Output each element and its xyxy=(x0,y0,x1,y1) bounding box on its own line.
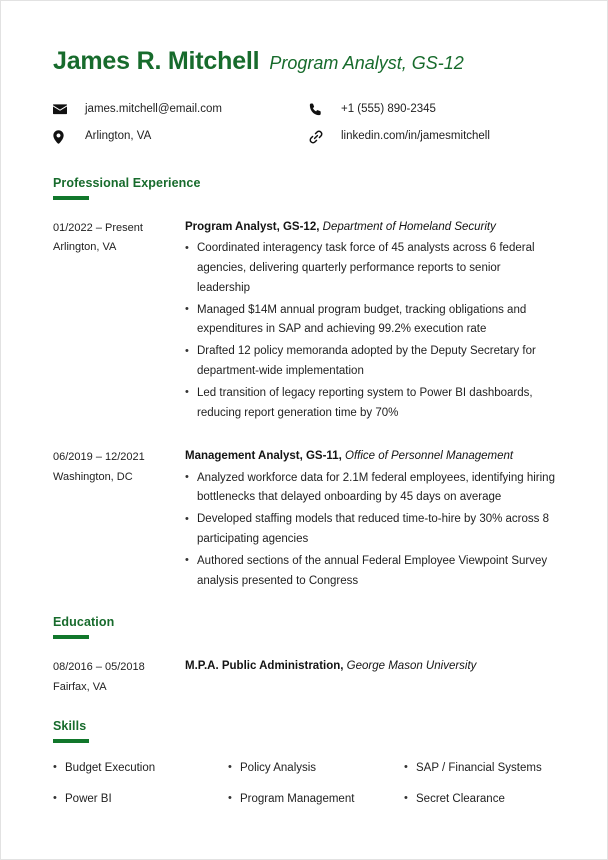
experience-entry-bullets xyxy=(185,469,555,592)
experience-entry-dates: 06/2019 – 12/2021 xyxy=(53,451,145,464)
experience-entry-role: Program Analyst, GS-12, xyxy=(185,221,320,233)
section-skills-title: Skills xyxy=(53,718,87,733)
contact-phone-value: +1 (555) 890-2345 xyxy=(341,102,436,115)
resume-header xyxy=(53,47,555,76)
list-item: • Drafted 12 policy memoranda adopted by the Deputy Secretary for department-wide implementation xyxy=(185,342,555,382)
section-education xyxy=(53,615,555,697)
contact-block xyxy=(53,102,555,144)
section-education-title: Education xyxy=(53,615,115,630)
section-experience-rule xyxy=(53,196,89,200)
section-education-rule xyxy=(53,635,89,639)
contact-phone[interactable] xyxy=(309,102,555,117)
education-entry xyxy=(53,657,555,697)
experience-entry-location: Arlington, VA xyxy=(53,241,117,254)
experience-entry-meta xyxy=(53,447,185,593)
list-item: • Led transition of legacy reporting system to Power BI dashboards, reducing report generation time by 70% xyxy=(185,384,555,424)
list-item: • Budget Execution xyxy=(53,761,228,776)
link-icon xyxy=(309,129,329,144)
experience-entry xyxy=(53,447,555,593)
skills-grid xyxy=(53,761,555,807)
map-pin-icon xyxy=(53,129,73,144)
contact-linkedin-value: linkedin.com/in/jamesmitchell xyxy=(341,129,490,142)
experience-entry-bullets xyxy=(185,239,555,423)
contact-linkedin[interactable] xyxy=(309,129,555,144)
experience-entry-dates: 01/2022 – Present xyxy=(53,222,143,234)
list-item: • Analyzed workforce data for 2.1M federal employees, identifying hiring bottlenecks that delayed onboarding by 45 days on average xyxy=(185,469,555,509)
experience-entry-heading xyxy=(185,447,555,465)
list-item: • SAP / Financial Systems xyxy=(404,761,555,776)
contact-location xyxy=(53,129,309,144)
list-item: • Program Management xyxy=(228,792,404,807)
list-item: • Authored sections of the annual Federal Employee Viewpoint Survey analysis presented to Congress xyxy=(185,552,555,592)
list-item: • Power BI xyxy=(53,792,228,807)
candidate-headline: Program Analyst, GS-12 xyxy=(269,53,464,73)
experience-entry-body xyxy=(185,447,555,593)
education-entry-heading xyxy=(185,657,555,675)
list-item: • Policy Analysis xyxy=(228,761,404,776)
experience-entry-org: Office of Personnel Management xyxy=(345,450,514,463)
phone-icon xyxy=(309,102,329,117)
contact-location-value: Arlington, VA xyxy=(85,129,152,142)
envelope-icon xyxy=(53,102,73,117)
section-experience xyxy=(53,176,555,593)
experience-entry-role: Management Analyst, GS-11, xyxy=(185,450,342,463)
experience-entry xyxy=(53,218,555,425)
section-skills-rule xyxy=(53,739,89,743)
list-item: • Secret Clearance xyxy=(404,792,555,807)
education-entry-body xyxy=(185,657,555,697)
section-experience-title: Professional Experience xyxy=(53,176,201,190)
education-entry-location: Fairfax, VA xyxy=(53,680,107,693)
education-entry-school: George Mason University xyxy=(346,660,477,673)
section-skills xyxy=(53,719,555,807)
education-entry-degree: M.P.A. Public Administration, xyxy=(185,660,344,673)
education-entry-meta xyxy=(53,657,185,697)
experience-entry-location: Washington, DC xyxy=(53,470,133,483)
experience-entry-org: Department of Homeland Security xyxy=(322,221,496,233)
contact-email-value: james.mitchell@email.com xyxy=(85,102,222,115)
experience-entry-meta xyxy=(53,218,185,425)
contact-email[interactable] xyxy=(53,102,309,117)
list-item: • Coordinated interagency task force of 45 analysts across 6 federal agencies, delivering quarterly performance reports to senior leadership xyxy=(185,239,555,298)
list-item: • Developed staffing models that reduced time-to-hire by 30% across 8 participating agencies xyxy=(185,510,555,550)
resume-content xyxy=(1,1,607,807)
education-entry-dates: 08/2016 – 05/2018 xyxy=(53,661,145,674)
experience-entry-heading xyxy=(185,218,555,236)
candidate-name: James R. Mitchell xyxy=(53,47,260,75)
experience-entry-body xyxy=(185,218,555,425)
list-item: • Managed $14M annual program budget, tracking obligations and expenditures in SAP and achieving 99.2% execution rate xyxy=(185,301,555,341)
